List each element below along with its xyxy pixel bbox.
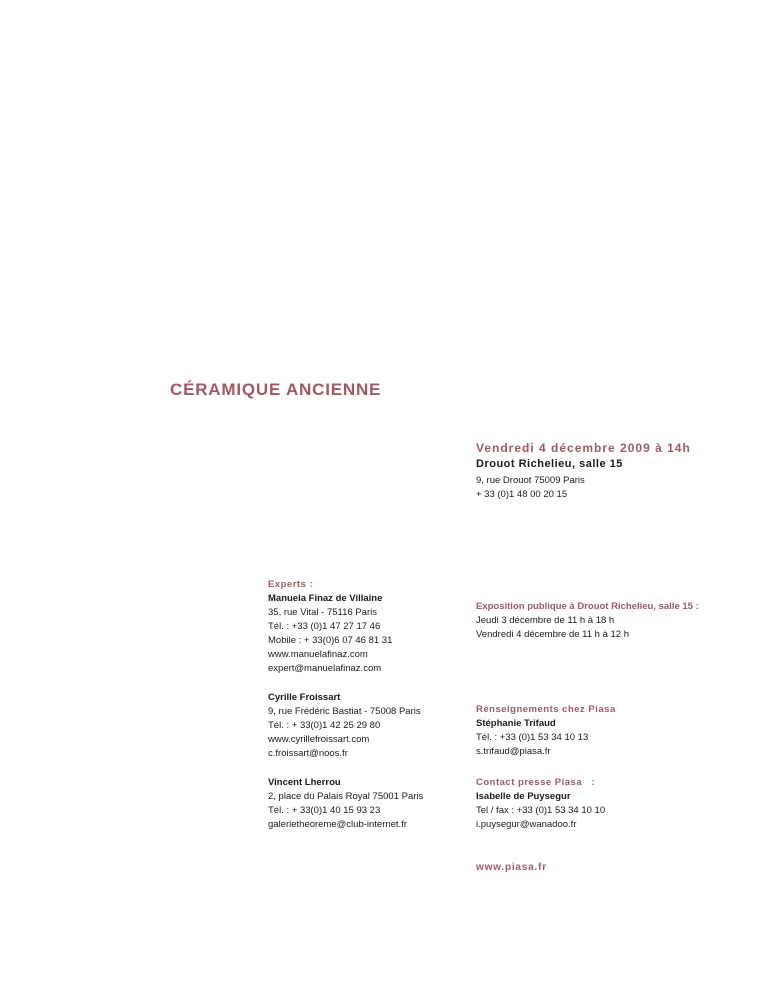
expert-email-link[interactable]: galerietheoreme@club-internet.fr: [268, 819, 408, 830]
press-phone: Tel / fax : +33 (0)1 53 34 10 10: [476, 805, 606, 816]
website-link[interactable]: www.piasa.fr: [476, 862, 547, 873]
expert-name: Manuela Finaz de Villaine: [268, 593, 383, 604]
expert-website-link[interactable]: www.manuelafinaz.com: [268, 649, 368, 660]
exhibition-info: [476, 600, 699, 642]
exhibition-heading: Exposition publique à Drouot Richelieu, salle 15 :: [476, 601, 699, 612]
expert-address: 2, place du Palais Royal 75001 Paris: [268, 791, 424, 802]
sale-phone: + 33 (0)1 48 00 20 15: [476, 489, 568, 500]
expert-phone: Tél. : +33 (0)1 47 27 17 46: [268, 621, 381, 632]
experts-heading: Experts :: [268, 579, 314, 590]
sale-info: [476, 440, 691, 502]
expert-2: [268, 691, 421, 761]
information-contact: [476, 703, 616, 759]
sale-venue: Drouot Richelieu, salle 15: [476, 458, 623, 470]
expert-phone: Tél. : + 33(0)1 40 15 93 23: [268, 805, 381, 816]
exhibition-date-2: Vendredi 4 décembre de 11 h à 12 h: [476, 629, 629, 640]
expert-name: Cyrille Froissart: [268, 692, 341, 703]
expert-3: [268, 776, 423, 832]
press-email-link[interactable]: i.puysegur@wanadoo.fr: [476, 819, 577, 830]
sale-date: Vendredi 4 décembre 2009 à 14h: [476, 441, 691, 455]
press-heading: Contact presse Piasa :: [476, 777, 596, 788]
info-phone: Tél. : +33 (0)1 53 34 10 13: [476, 732, 589, 743]
press-contact: [476, 776, 605, 832]
expert-mobile: Mobile : + 33(0)6 07 46 81 31: [268, 635, 393, 646]
info-name: Stéphanie Trifaud: [476, 718, 556, 729]
press-name: Isabelle de Puysegur: [476, 791, 571, 802]
expert-1: [268, 578, 392, 676]
expert-name: Vincent Lherrou: [268, 777, 341, 788]
info-heading: Renseignements chez Piasa: [476, 704, 616, 715]
expert-address: 9, rue Frédéric Bastiat - 75008 Paris: [268, 706, 421, 717]
sale-address: 9, rue Drouot 75009 Paris: [476, 475, 585, 486]
page-title: CÉRAMIQUE ANCIENNE: [170, 380, 382, 399]
expert-email-link[interactable]: expert@manuelafinaz.com: [268, 663, 382, 674]
expert-phone: Tél. : + 33(0)1 42 25 29 80: [268, 720, 381, 731]
info-email-link[interactable]: s.trifaud@piasa.fr: [476, 746, 551, 757]
exhibition-date-1: Jeudi 3 décembre de 11 h à 18 h: [476, 615, 615, 626]
expert-website-link[interactable]: www.cyrillefroissart.com: [268, 734, 370, 745]
expert-address: 35, rue Vital - 75116 Paris: [268, 607, 377, 618]
expert-email-link[interactable]: c.froissart@noos.fr: [268, 748, 348, 759]
